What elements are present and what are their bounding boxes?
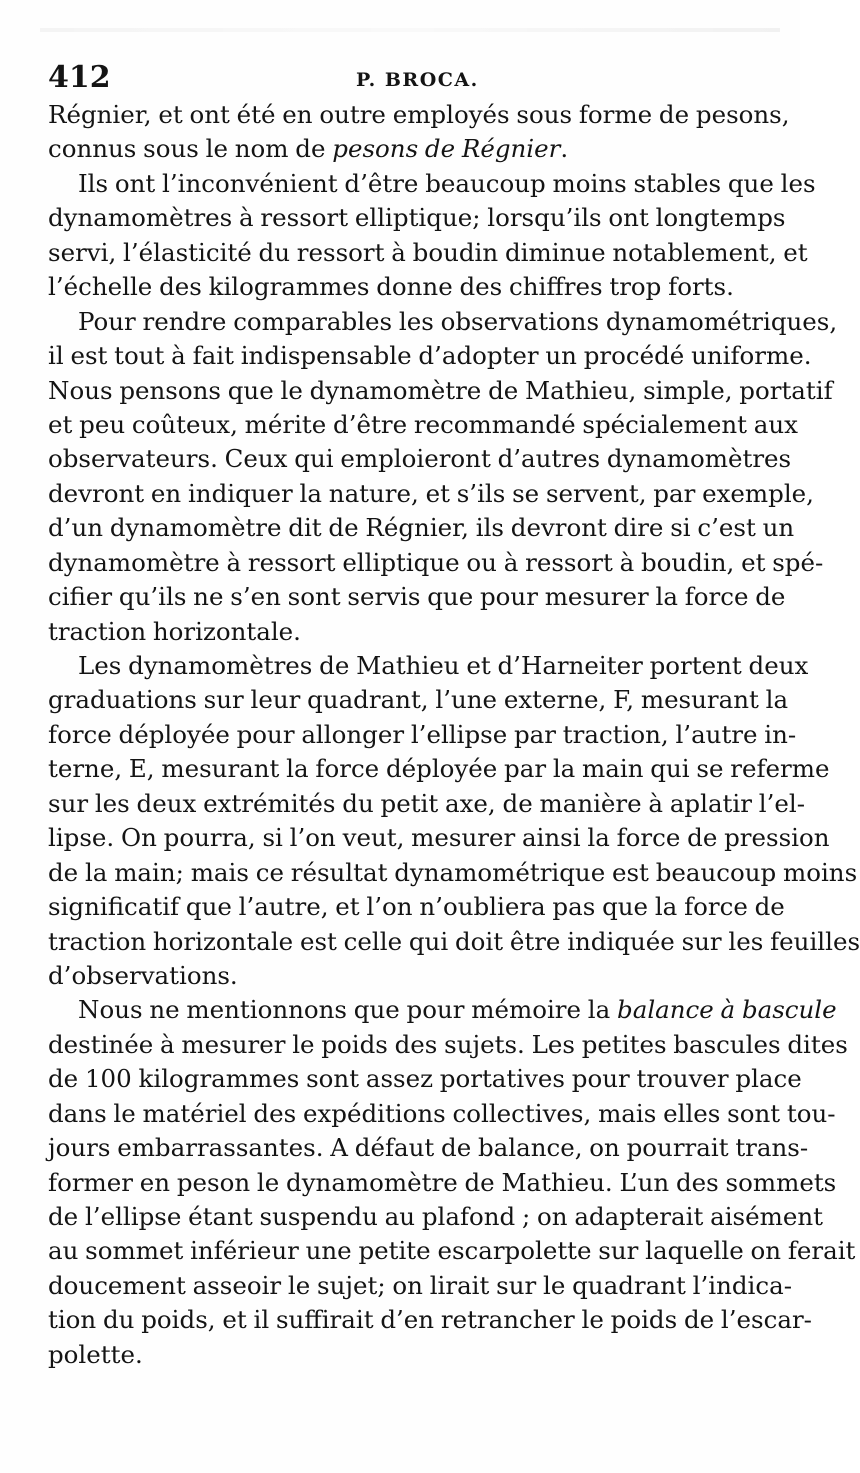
text-span: Ils ont l’inconvénient d’être beaucoup moins stables que les [78,168,816,198]
text-line [48,1303,812,1337]
text-line [48,201,786,235]
text-span: et peu coûteux, mérite d’être recommandé spécialement aux [48,409,798,439]
text-span: il est tout à fait indispensable d’adopter un procédé uniforme. [48,341,812,371]
text-span: tion du poids, et il suffirait d’en retrancher le poids de l’escar- [48,1305,812,1335]
text-line [48,1131,809,1165]
text-line [48,856,858,890]
text-line [48,993,837,1027]
text-line [48,270,780,304]
text-span: cifier qu’ils ne s’en sont servis que pour mesurer la force de [48,582,786,612]
text-span: connus sous le nom de [48,134,333,164]
text-span: de 100 kilogrammes sont assez portatives pour trouver place [48,1064,802,1094]
text-line [48,374,833,408]
italic-text: pesons de Régnier [332,134,561,164]
text-span: Nous ne mentionnons que pour mémoire la [78,995,618,1025]
text-line [48,408,798,442]
text-span: force déployée pour allonger l’ellipse par traction, l’autre in- [48,719,797,749]
text-line [48,615,780,649]
bleed-through-shadow [40,28,780,32]
text-span: Pour rendre comparables les observations dynamométriques, [78,306,838,336]
text-line [48,752,830,786]
text-line [48,580,786,614]
text-span: devront en indiquer la nature, et s’ils se servent, par exemple, [48,478,814,508]
text-span: polette. [48,1339,143,1369]
text-span: terne, E, mesurant la force déployée par la main qui se referme [48,754,830,784]
text-line [48,511,795,545]
text-line [48,925,860,959]
italic-text: balance à bascule [617,995,837,1025]
text-span: dans le matériel des expéditions collectives, mais elles sont tou- [48,1098,836,1128]
text-line [48,167,816,201]
text-span: doucement asseoir le sujet; on lirait sur le quadrant l’indica- [48,1270,792,1300]
text-span: destinée à mesurer le poids des sujets. Les petites bascules dites [48,1029,848,1059]
text-span: traction horizontale. [48,616,301,646]
text-line [48,546,824,580]
text-line [48,890,785,924]
text-line [48,236,808,270]
text-span: Les dynamomètres de Mathieu et d’Harneiter portent deux [78,651,809,680]
text-span: servi, l’élasticité du ressort à boudin diminue notablement, et [48,237,808,267]
text-span: au sommet inférieur une petite escarpolette sur laquelle on ferait [48,1236,856,1266]
text-span: de l’ellipse étant suspendu au plafond ; on adapterait aisément [48,1202,823,1231]
text-line [48,1338,780,1372]
text-line [48,1200,823,1234]
text-span: significatif que l’autre, et l’on n’oubliera pas que la force de [48,892,785,922]
text-span: dynamomètre à ressort elliptique ou à ressort à boudin, et spé- [48,547,824,577]
text-line [48,339,812,373]
text-span: jours embarrassantes. A défaut de balance, on pourrait trans- [48,1133,809,1163]
text-span: d’observations. [48,960,238,990]
text-span: . [560,134,569,164]
text-line [48,132,780,166]
text-line [48,1234,856,1268]
text-line [48,1269,792,1303]
text-span: former en peson le dynamomètre de Mathieu. L’un des sommets [48,1167,837,1197]
text-span: Nous pensons que le dynamomètre de Mathieu, simple, portatif [48,375,833,405]
text-span: d’un dynamomètre dit de Régnier, ils devront dire si c’est un [48,513,795,543]
text-span: traction horizontale est celle qui doit être indiquée sur les feuilles [48,926,860,956]
text-span: l’échelle des kilogrammes donne des chiffres trop forts. [48,272,734,302]
text-line [48,477,814,511]
text-line [48,649,809,683]
text-line [48,718,797,752]
text-line [48,1166,837,1200]
text-line [48,305,838,339]
text-line [48,1028,848,1062]
running-head: P. BROCA. [356,69,479,91]
text-line [48,787,805,821]
text-span: sur les deux extrémités du petit axe, de manière à aplatir l’el- [48,788,805,818]
text-span: lipse. On pourra, si l’on veut, mesurer ainsi la force de pression [48,823,830,853]
page-header [48,60,778,100]
text-line [48,1097,836,1131]
body-text [48,98,860,1372]
text-line [48,821,830,855]
text-line [48,442,792,476]
text-span: de la main; mais ce résultat dynamométrique est beaucoup moins [48,857,858,887]
text-line [48,98,790,132]
text-line [48,959,780,993]
page-number: 412 [48,60,111,95]
text-span: graduations sur leur quadrant, l’une externe, F, mesurant la [48,685,789,715]
text-line [48,683,789,717]
text-span: Régnier, et ont été en outre employés sous forme de pesons, [48,100,790,129]
text-line [48,1062,802,1096]
text-span: observateurs. Ceux qui emploieront d’autres dynamomètres [48,444,792,474]
text-span: dynamomètres à ressort elliptique; lorsqu’ils ont longtemps [48,203,786,233]
